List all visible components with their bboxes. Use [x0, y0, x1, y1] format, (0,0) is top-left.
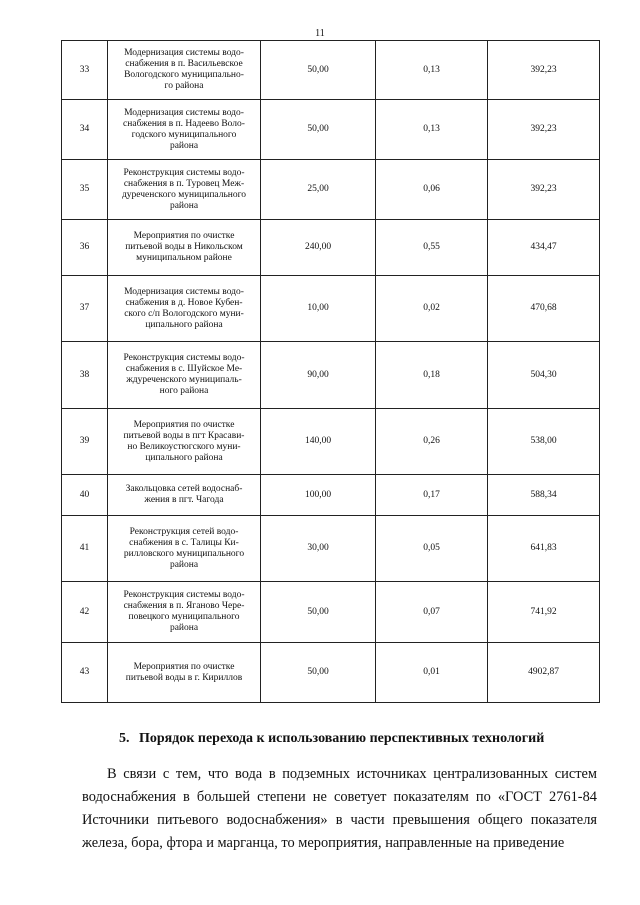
row-number-cell: 41: [62, 516, 108, 582]
value-1-cell: 50,00: [261, 41, 376, 100]
table-row: [62, 582, 600, 643]
value-1-cell: 50,00: [261, 643, 376, 703]
value-1-cell: 240,00: [261, 220, 376, 276]
row-number-cell: 37: [62, 276, 108, 342]
value-2-cell: 0,55: [376, 220, 488, 276]
value-2-cell: 0,01: [376, 643, 488, 703]
measure-name-cell: Мероприятия по очистке питьевой воды в Никольском муниципальном районе: [108, 220, 261, 276]
measure-name-cell: Реконструкция системы водо- снабжения в с. Шуйское Ме- ждуреченского муниципаль- ного района: [108, 342, 261, 409]
value-2-cell: 0,13: [376, 41, 488, 100]
value-3-cell: 392,23: [488, 160, 600, 220]
value-2-cell: 0,07: [376, 582, 488, 643]
value-3-cell: 4902,87: [488, 643, 600, 703]
value-3-cell: 504,30: [488, 342, 600, 409]
value-3-cell: 588,34: [488, 475, 600, 516]
section-title: Порядок перехода к использованию перспективных технологий: [139, 731, 545, 746]
value-1-cell: 30,00: [261, 516, 376, 582]
table-row: [62, 276, 600, 342]
table-row: [62, 160, 600, 220]
table-row: [62, 41, 600, 100]
value-2-cell: 0,05: [376, 516, 488, 582]
value-1-cell: 50,00: [261, 100, 376, 160]
page-number: 11: [315, 28, 325, 39]
value-2-cell: 0,18: [376, 342, 488, 409]
measure-name-cell: Закольцовка сетей водоснаб- жения в пгт. Чагода: [108, 475, 261, 516]
value-2-cell: 0,06: [376, 160, 488, 220]
measure-name-cell: Реконструкция системы водо- снабжения в п. Туровец Меж- дуреченского муниципального района: [108, 160, 261, 220]
value-3-cell: 392,23: [488, 41, 600, 100]
measure-name-cell: Реконструкция системы водо- снабжения в п. Ягановo Чере- повецкого муниципального района: [108, 582, 261, 643]
value-1-cell: 90,00: [261, 342, 376, 409]
measure-name-cell: Модернизация системы водо- снабжения в п. Надеево Воло- годского муниципального района: [108, 100, 261, 160]
value-2-cell: 0,26: [376, 409, 488, 475]
value-2-cell: 0,17: [376, 475, 488, 516]
value-1-cell: 140,00: [261, 409, 376, 475]
row-number-cell: 35: [62, 160, 108, 220]
value-3-cell: 538,00: [488, 409, 600, 475]
measures-table: [61, 40, 600, 703]
table-row: [62, 643, 600, 703]
row-number-cell: 39: [62, 409, 108, 475]
measure-name-cell: Модернизация системы водо- снабжения в п. Васильевское Вологодского муниципально- го района: [108, 41, 261, 100]
body-paragraph: В связи с тем, что вода в подземных источниках централизованных систем водоснабжения в большей степени не советует показателям по «ГОСТ 2761-84 Источники питьевого водоснабжения» в части превышения общего показателя железа, бора, фтора и марганца, то мероприятия, направленные на приведение: [82, 766, 597, 851]
table-body: [62, 41, 600, 703]
table-row: [62, 475, 600, 516]
table-row: [62, 100, 600, 160]
row-number-cell: 42: [62, 582, 108, 643]
measure-name-cell: Реконструкция сетей водо- снабжения в с. Талицы Ки- рилловского муниципального района: [108, 516, 261, 582]
table-row: [62, 220, 600, 276]
value-1-cell: 50,00: [261, 582, 376, 643]
value-2-cell: 0,13: [376, 100, 488, 160]
value-2-cell: 0,02: [376, 276, 488, 342]
row-number-cell: 38: [62, 342, 108, 409]
measure-name-cell: Мероприятия по очистке питьевой воды в пгт Красави- но Великоустюгского муни- ципального района: [108, 409, 261, 475]
value-1-cell: 100,00: [261, 475, 376, 516]
value-3-cell: 741,92: [488, 582, 600, 643]
table-row: [62, 516, 600, 582]
table-row: [62, 409, 600, 475]
value-3-cell: 641,83: [488, 516, 600, 582]
value-3-cell: 434,47: [488, 220, 600, 276]
table-row: [62, 342, 600, 409]
row-number-cell: 36: [62, 220, 108, 276]
section-heading: [119, 731, 544, 747]
row-number-cell: 34: [62, 100, 108, 160]
row-number-cell: 43: [62, 643, 108, 703]
value-3-cell: 470,68: [488, 276, 600, 342]
section-number: 5.: [119, 731, 130, 746]
value-1-cell: 25,00: [261, 160, 376, 220]
measure-name-cell: Мероприятия по очистке питьевой воды в г. Кириллов: [108, 643, 261, 703]
row-number-cell: 33: [62, 41, 108, 100]
value-1-cell: 10,00: [261, 276, 376, 342]
value-3-cell: 392,23: [488, 100, 600, 160]
row-number-cell: 40: [62, 475, 108, 516]
measure-name-cell: Модернизация системы водо- снабжения в д. Новое Кубен- ского с/п Вологодского муни- ципального района: [108, 276, 261, 342]
